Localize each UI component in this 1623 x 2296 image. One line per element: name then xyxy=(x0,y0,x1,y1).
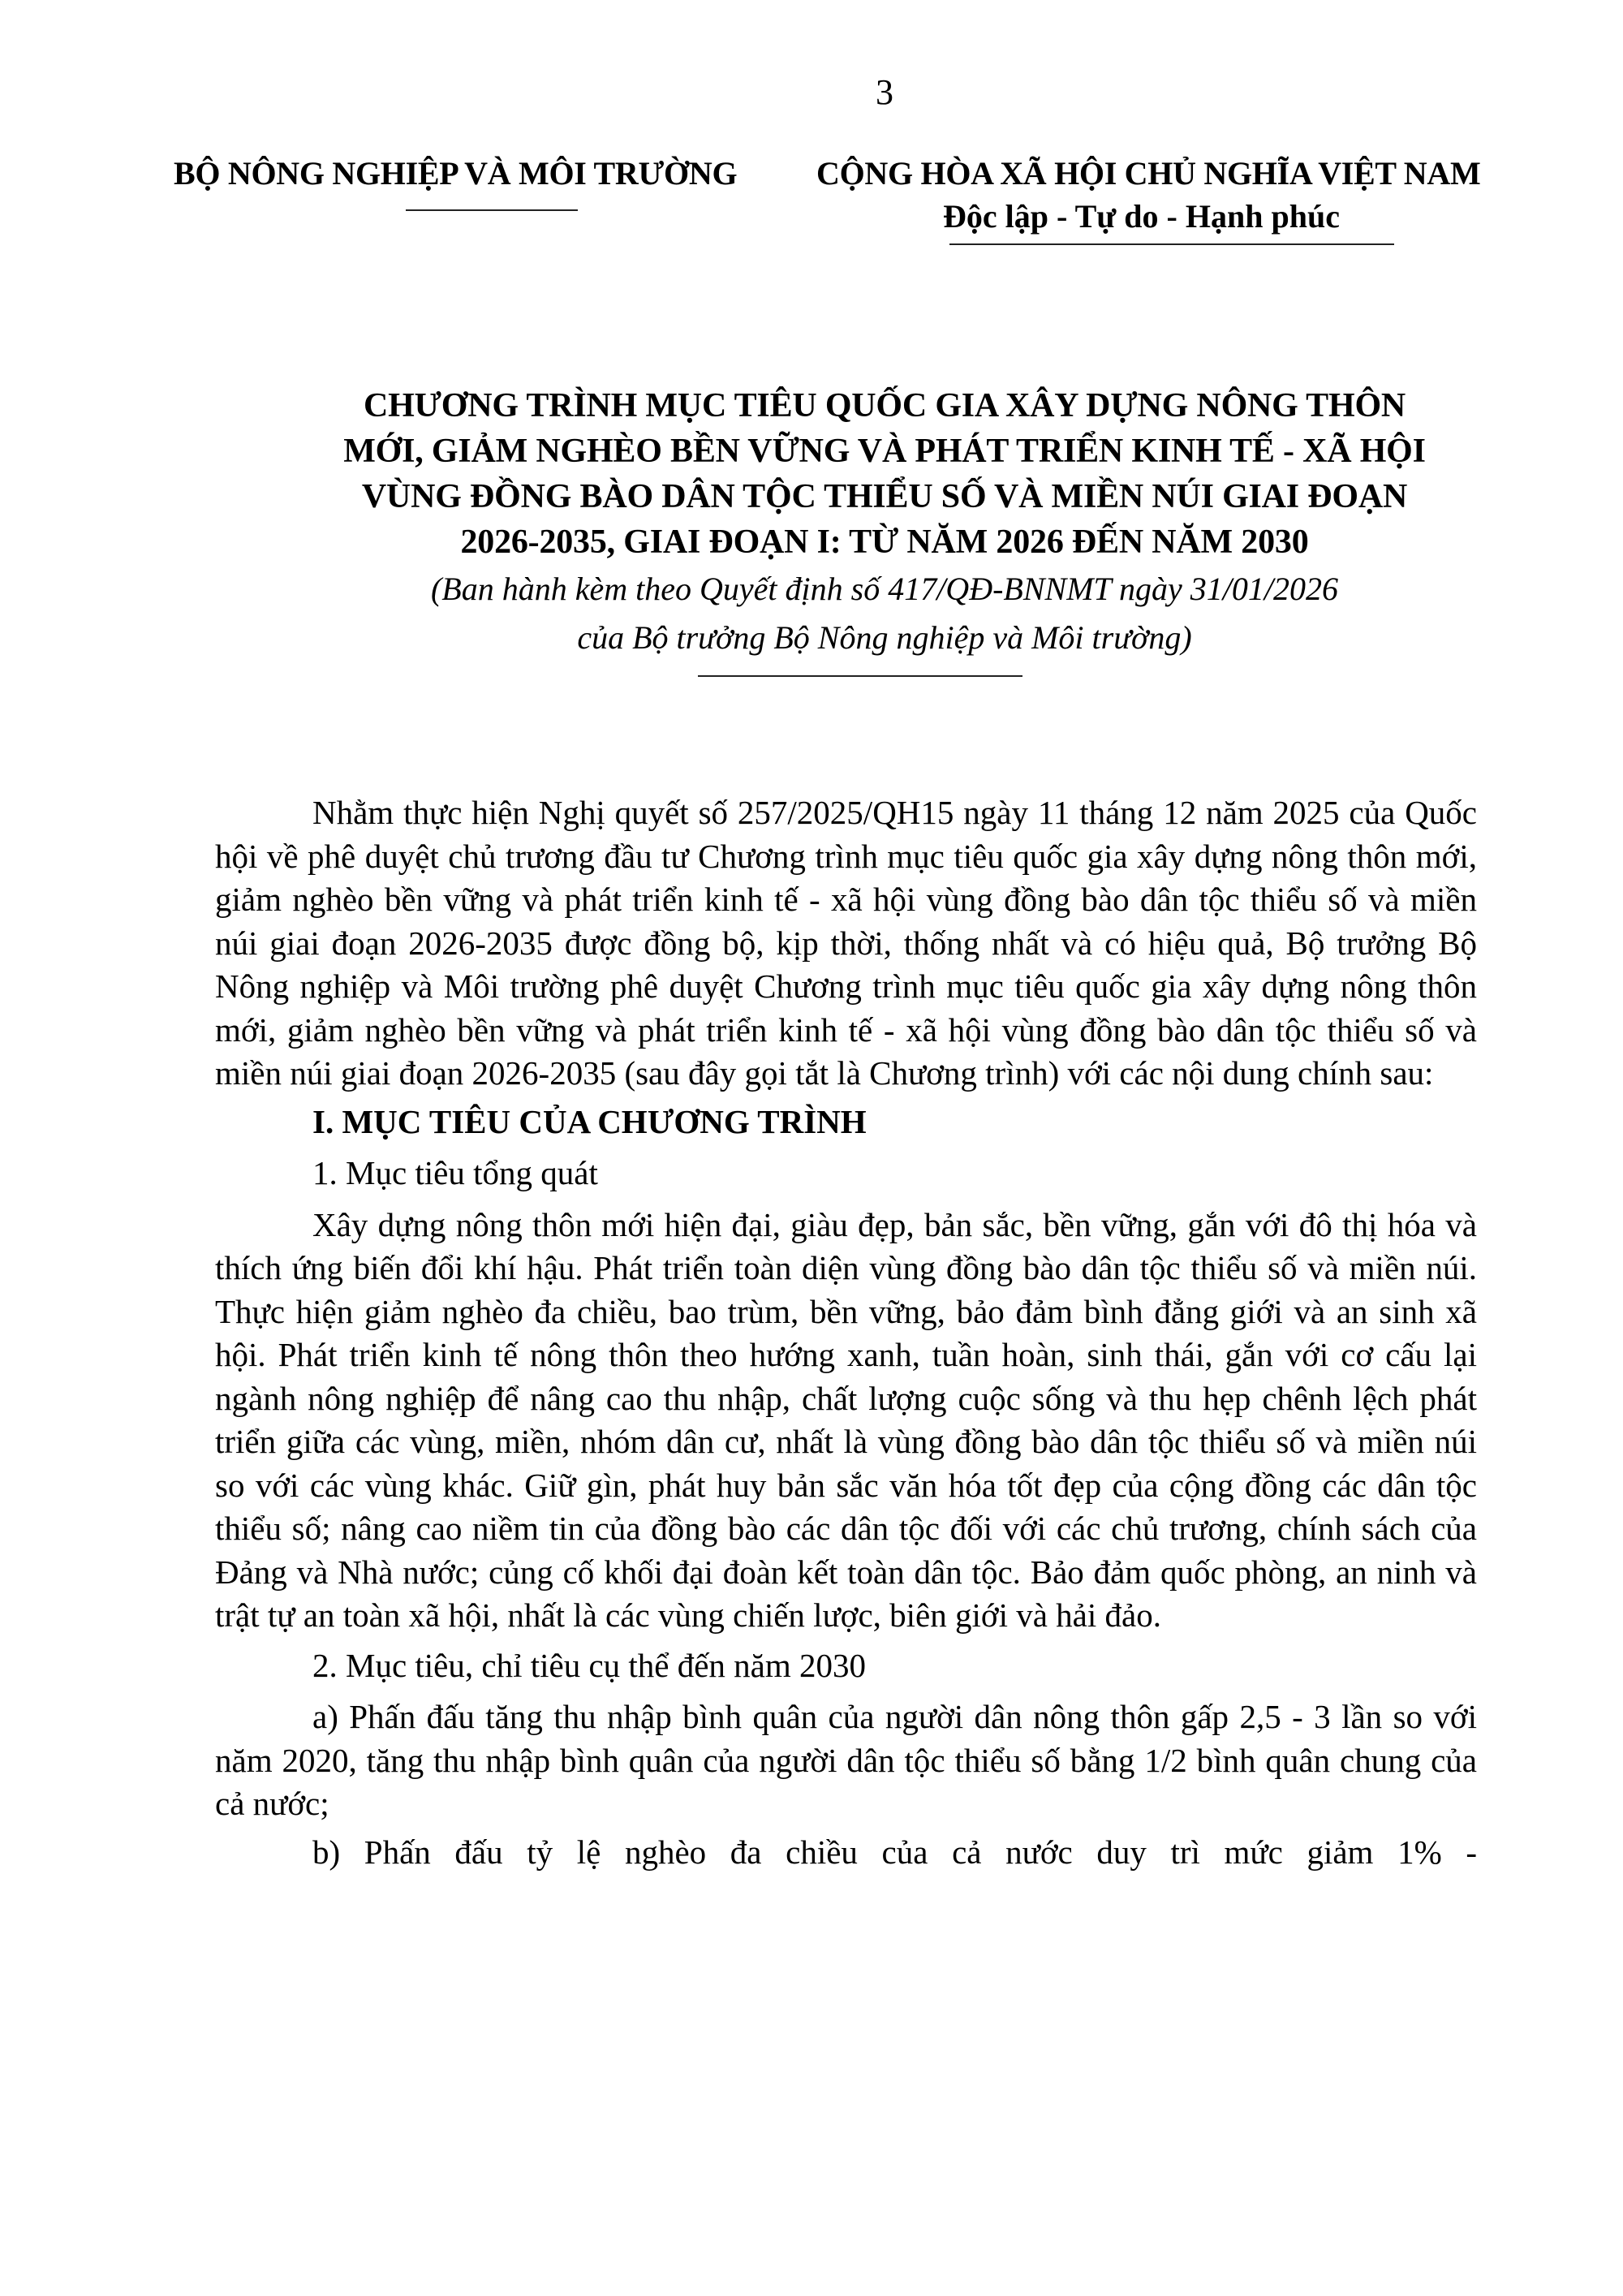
objective-item-b: b) Phấn đấu tỷ lệ nghèo đa chiều của cả nước duy trì mức giảm 1% - xyxy=(312,1833,1477,1871)
issuance-note: của Bộ trưởng Bộ Nông nghiệp và Môi trường) xyxy=(577,619,1192,656)
objective-item-a: a) Phấn đấu tăng thu nhập bình quân của người dân nông thôn gấp 2,5 - 3 lần so với năm 2020, tăng thu nhập bình quân của người dân tộc thiểu số bằng 1/2 bình quân chung của cả nước; xyxy=(215,1698,1477,1822)
title-underline xyxy=(698,675,1022,677)
title-line: MỚI, GIẢM NGHÈO BỀN VỮNG VÀ PHÁT TRIỂN KINH TẾ - XÃ HỘI xyxy=(343,433,1426,470)
issuance-note: (Ban hành kèm theo Quyết định số 417/QĐ-BNNMT ngày 31/01/2026 xyxy=(430,571,1339,607)
subsection-heading: 2. Mục tiêu, chỉ tiêu cụ thể đến năm 2030 xyxy=(312,1646,867,1684)
document-body xyxy=(215,791,1477,1879)
title-line: CHƯƠNG TRÌNH MỤC TIÊU QUỐC GIA XÂY DỰNG NÔNG THÔN xyxy=(363,387,1406,424)
national-motto: Độc lập - Tự do - Hạnh phúc xyxy=(943,198,1340,235)
motto-underline xyxy=(949,243,1394,245)
page-number: 3 xyxy=(876,72,893,112)
subsection-heading: 1. Mục tiêu tổng quát xyxy=(312,1154,598,1191)
title-line: 2026-2035, GIAI ĐOẠN I: TỪ NĂM 2026 ĐẾN NĂM 2030 xyxy=(460,523,1309,561)
document-title xyxy=(162,383,1607,662)
intro-paragraph: Nhằm thực hiện Nghị quyết số 257/2025/QH15 ngày 11 tháng 12 năm 2025 của Quốc hội về phê duyệt chủ trương đầu tư Chương trình mục tiêu quốc gia xây dựng nông thôn mới, giảm nghèo bền vững và phát triển kinh tế - xã hội vùng đồng bào dân tộc thiểu số và miền núi giai đoạn 2026-2035 được đồng bộ, kịp thời, thống nhất và có hiệu quả, Bộ trưởng Bộ Nông nghiệp và Môi trường phê duyệt Chương trình mục tiêu quốc gia xây dựng nông thôn mới, giảm nghèo bền vững và phát triển kinh tế - xã hội vùng đồng bào dân tộc thiểu số và miền núi giai đoạn 2026-2035 (sau đây gọi tắt là Chương trình) với các nội dung chính sau: xyxy=(215,794,1477,1092)
issuing-agency: BỘ NÔNG NGHIỆP VÀ MÔI TRƯỜNG xyxy=(174,155,738,192)
national-title: CỘNG HÒA XÃ HỘI CHỦ NGHĨA VIỆT NAM xyxy=(816,155,1481,192)
title-line: VÙNG ĐỒNG BÀO DÂN TỘC THIỂU SỐ VÀ MIỀN NÚI GIAI ĐOẠN xyxy=(361,478,1408,515)
agency-underline xyxy=(406,209,578,211)
general-objective-paragraph: Xây dựng nông thôn mới hiện đại, giàu đẹp, bản sắc, bền vững, gắn với đô thị hóa và thích ứng biến đổi khí hậu. Phát triển toàn diện vùng đồng bào dân tộc thiểu số và miền núi. Thực hiện giảm nghèo đa chiều, bao trùm, bền vững, bảo đảm bình đẳng giới và an sinh xã hội. Phát triển kinh tế nông thôn theo hướng xanh, tuần hoàn, sinh thái, gắn với cơ cấu lại ngành nông nghiệp để nâng cao thu nhập, chất lượng cuộc sống và thu hẹp chênh lệch phát triển giữa các vùng, miền, nhóm dân cư, nhất là vùng đồng bào dân tộc thiểu số và miền núi so với các vùng khác. Giữ gìn, phát huy bản sắc văn hóa tốt đẹp của cộng đồng các dân tộc thiểu số; nâng cao niềm tin của đồng bào các dân tộc đối với các chủ trương, chính sách của Đảng và Nhà nước; củng cố khối đại đoàn kết toàn dân tộc. Bảo đảm quốc phòng, an ninh và trật tự an toàn xã hội, nhất là các vùng chiến lược, biên giới và hải đảo. xyxy=(215,1205,1477,1634)
section-heading: I. MỤC TIÊU CỦA CHƯƠNG TRÌNH xyxy=(312,1102,867,1140)
